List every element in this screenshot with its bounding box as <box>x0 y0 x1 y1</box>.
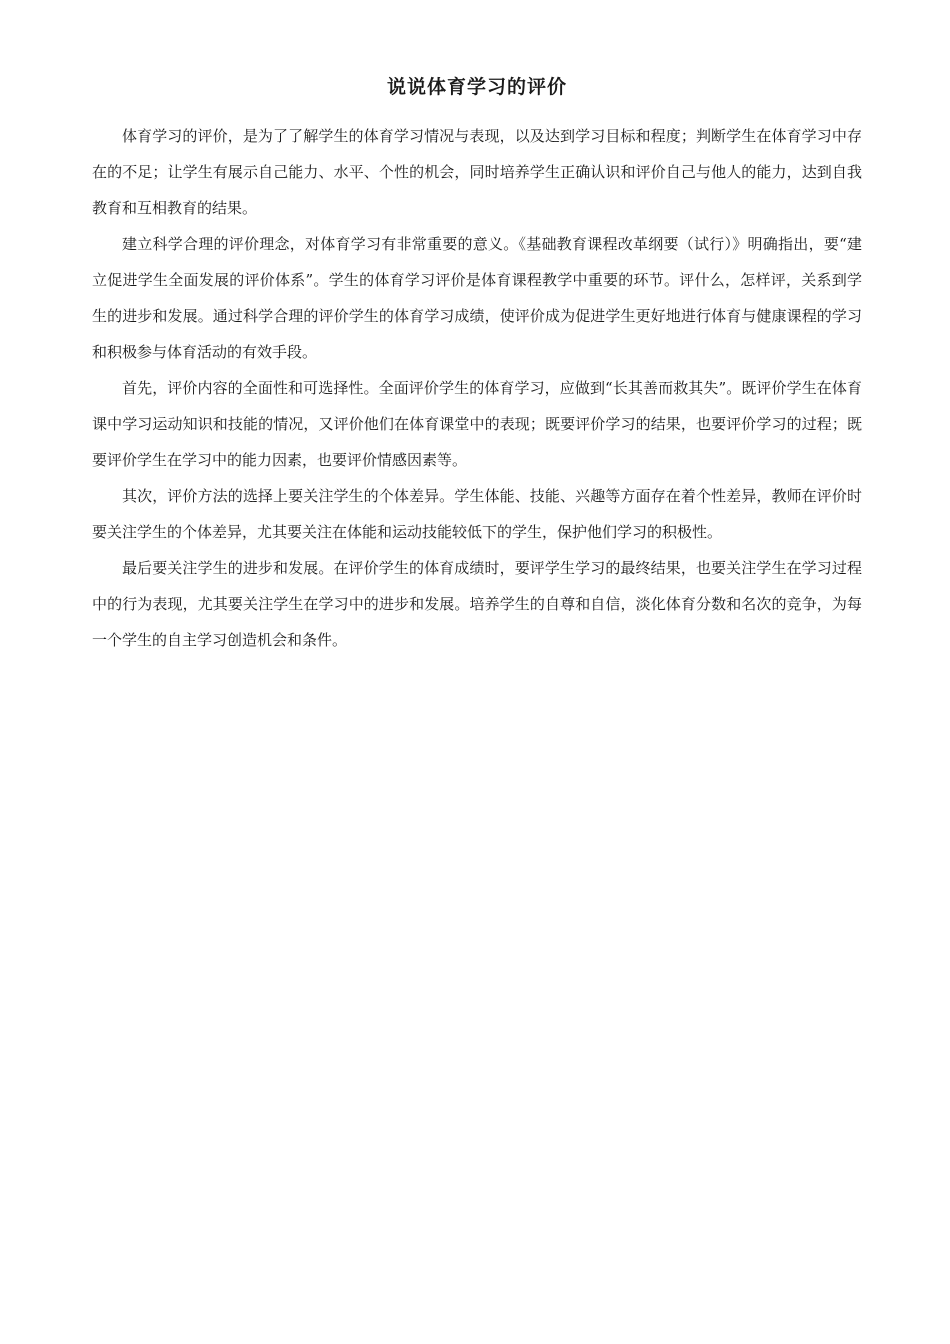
paragraph-5: 最后要关注学生的进步和发展。在评价学生的体育成绩时，要评学生学习的最终结果，也要关注学生在学习过程中的行为表现，尤其要关注学生在学习中的进步和发展。培养学生的自尊和自信，淡化体育分数和名次的竞争，为每一个学生的自主学习创造机会和条件。 <box>92 559 862 649</box>
paragraph-4: 其次，评价方法的选择上要关注学生的个体差异。学生体能、技能、兴趣等方面存在着个性差异，教师在评价时要关注学生的个体差异，尤其要关注在体能和运动技能较低下的学生，保护他们学习的积极性。 <box>92 487 862 541</box>
document-page <box>92 72 862 658</box>
document-title: 说说体育学习的评价 <box>386 76 567 98</box>
paragraph-2: 建立科学合理的评价理念，对体育学习有非常重要的意义。《基础教育课程改革纲要（试行）》明确指出，要“建立促进学生全面发展的评价体系”。学生的体育学习评价是体育课程教学中重要的环节。评什么，怎样评，关系到学生的进步和发展。通过科学合理的评价学生的体育学习成绩，使评价成为促进学生更好地进行体育与健康课程的学习和积极参与体育活动的有效手段。 <box>92 235 862 361</box>
paragraph-3: 首先，评价内容的全面性和可选择性。全面评价学生的体育学习，应做到“长其善而救其失”。既评价学生在体育课中学习运动知识和技能的情况，又评价他们在体育课堂中的表现；既要评价学习的结果，也要评价学习的过程；既要评价学生在学习中的能力因素，也要评价情感因素等。 <box>92 379 862 469</box>
paragraph-1: 体育学习的评价，是为了了解学生的体育学习情况与表现，以及达到学习目标和程度；判断学生在体育学习中存在的不足；让学生有展示自己能力、水平、个性的机会，同时培养学生正确认识和评价自己与他人的能力，达到自我教育和互相教育的结果。 <box>92 127 862 217</box>
